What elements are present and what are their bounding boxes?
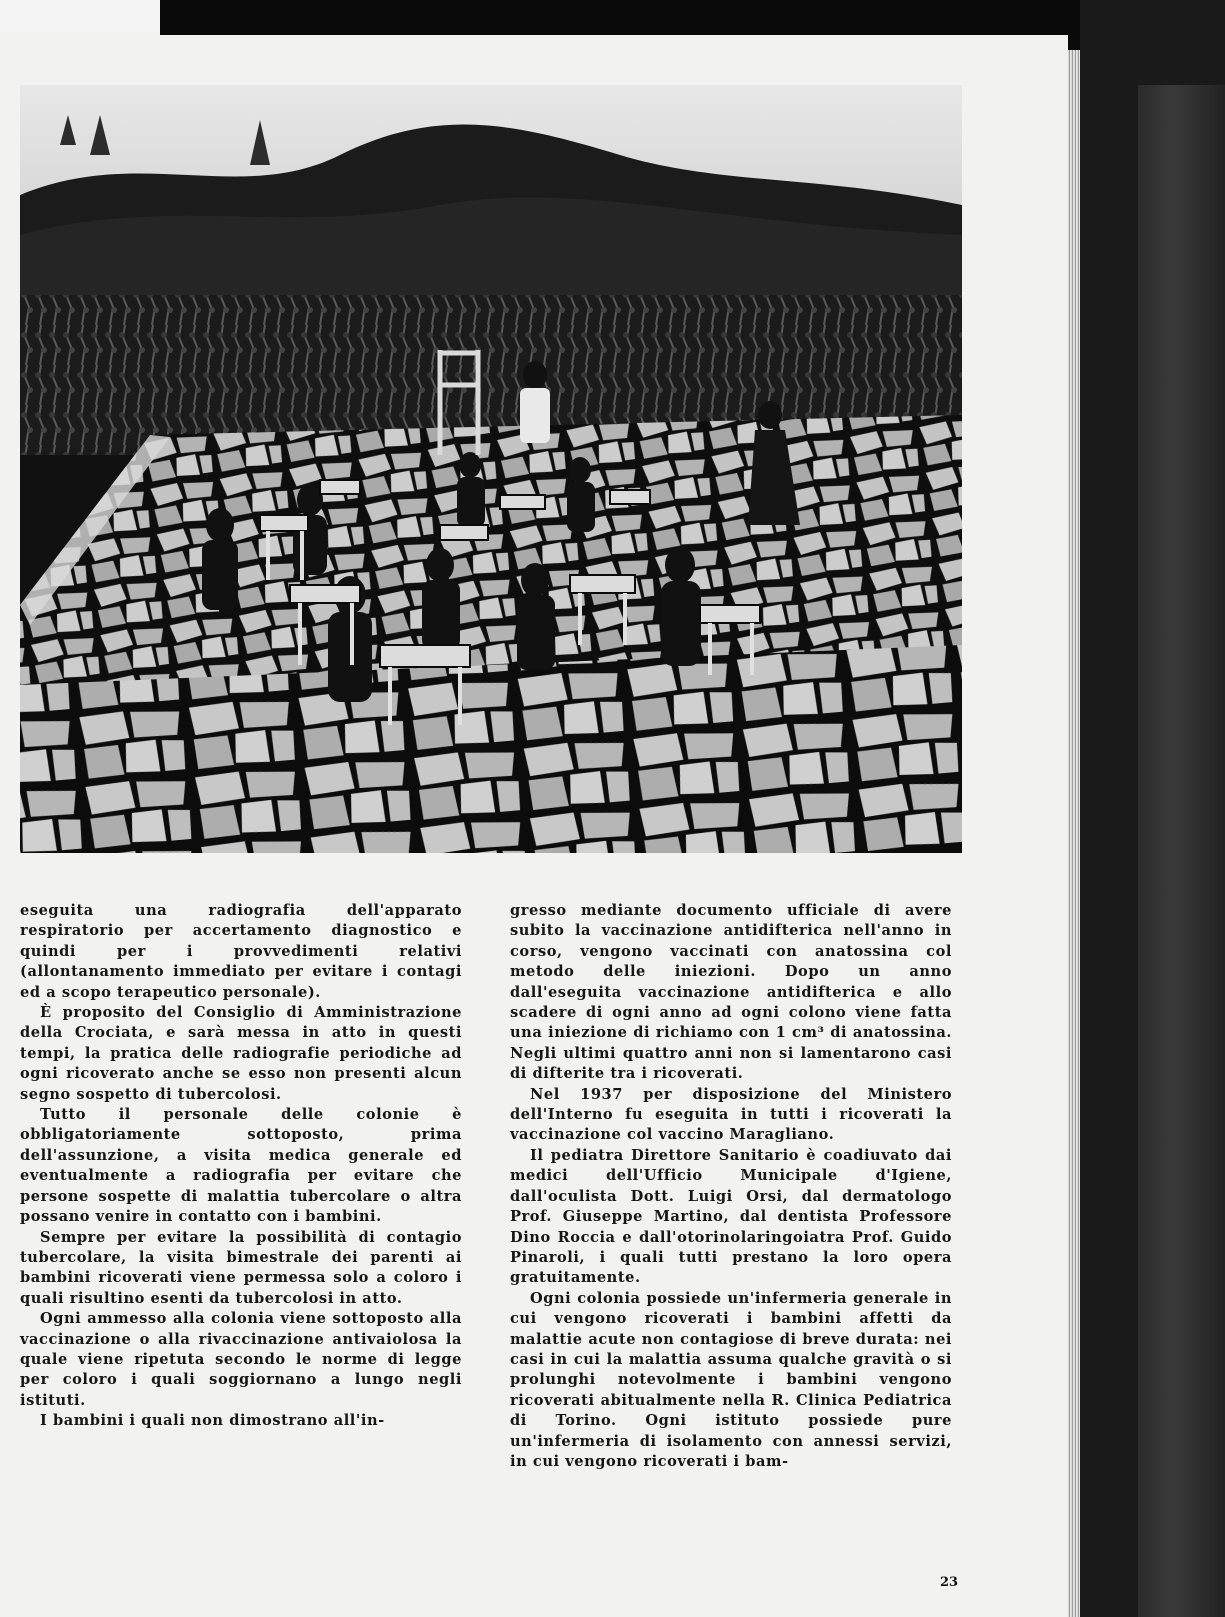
- book-page: [0, 35, 1068, 1617]
- scan-top-left-corner: [0, 0, 160, 35]
- paragraph: Ogni colonia possiede un'infermeria generale in cui vengono ricoverati i bambini affetti da malattie acute non contagiose di breve durata: nei casi in cui la malattia assuma qualche gravità o si prolunghi notevolmente i bambini vengono ricoverati abitualmente nella R. Clinica Pediatrica di Torino. Ogni istituto possiede pure un'infermeria di isolamento con annessi servizi, in cui vengono ricoverati i bam-: [510, 1289, 952, 1470]
- paragraph: Sempre per evitare la possibilità di contagio tubercolare, la visita bimestrale dei parenti ai bambini ricoverati viene permessa solo a coloro i quali risultino esenti da tubercolosi in atto.: [20, 1228, 462, 1307]
- paragraph: eseguita una radiografia dell'apparato respiratorio per accertamento diagnostico e quindi per i provvedimenti relativi (allontanamento immediato per evitare i contagi ed a scopo terapeutico personale).: [20, 902, 462, 1001]
- page-number: 23: [940, 1575, 959, 1590]
- paragraph: Ogni ammesso alla colonia viene sottoposto alla vaccinazione o alla rivaccinazione antivaiolosa la quale viene ripetuta secondo le norme di legge per coloro i quali soggiornano a lungo negli istituti.: [20, 1310, 462, 1409]
- photo-open-air-classroom-icon: [20, 85, 962, 853]
- paragraph: Tutto il personale delle colonie è obbligatoriamente sottoposto, prima dell'assunzione, a visita medica generale ed eventualmente a radiografia per evitare che persone sospette di malattia tubercolare o altra possano venire in contatto con i bambini.: [20, 1106, 462, 1226]
- paragraph: Nel 1937 per disposizione del Ministero dell'Interno fu eseguita in tutti i ricoverati la vaccinazione col vaccino Maragliano.: [510, 1085, 952, 1144]
- paragraph: gresso mediante documento ufficiale di avere subito la vaccinazione antidifterica nell'anno in corso, vengono vaccinati con anatossina col metodo delle iniezioni. Dopo un anno dall'eseguita vaccinazione antidifterica e allo scadere di ogni anno ad ogni colono viene fatta una iniezione di richiamo con 1 cm³ di anatossina. Negli ultimi quattro anni non si lamentarono casi di difterite tra i ricoverati.: [510, 902, 952, 1083]
- scan-top-band: [0, 0, 1225, 40]
- article-column-right: [510, 901, 952, 1472]
- book-spine-strip: [1138, 85, 1225, 1617]
- paragraph: È proposito del Consiglio di Amministrazione della Crociata, e sarà messa in atto in questi tempi, la pratica delle radiografie periodiche ad ogni ricoverato anche se esso non presenti alcun segno sospetto di tubercolosi.: [20, 1004, 462, 1103]
- paragraph: Il pediatra Direttore Sanitario è coadiuvato dai medici dell'Ufficio Municipale d'Igiene, dall'oculista Dott. Luigi Orsi, dal dermatologo Prof. Giuseppe Martino, dal dentista Professore Dino Roccia e dall'otorinolaringoiatra Prof. Guido Pinaroli, i quali tutti prestano la loro opera gratuitamente.: [510, 1146, 952, 1287]
- paragraph: I bambini i quali non dimostrano all'in-: [40, 1412, 385, 1430]
- article-column-left: [20, 901, 462, 1432]
- photograph: [20, 85, 962, 853]
